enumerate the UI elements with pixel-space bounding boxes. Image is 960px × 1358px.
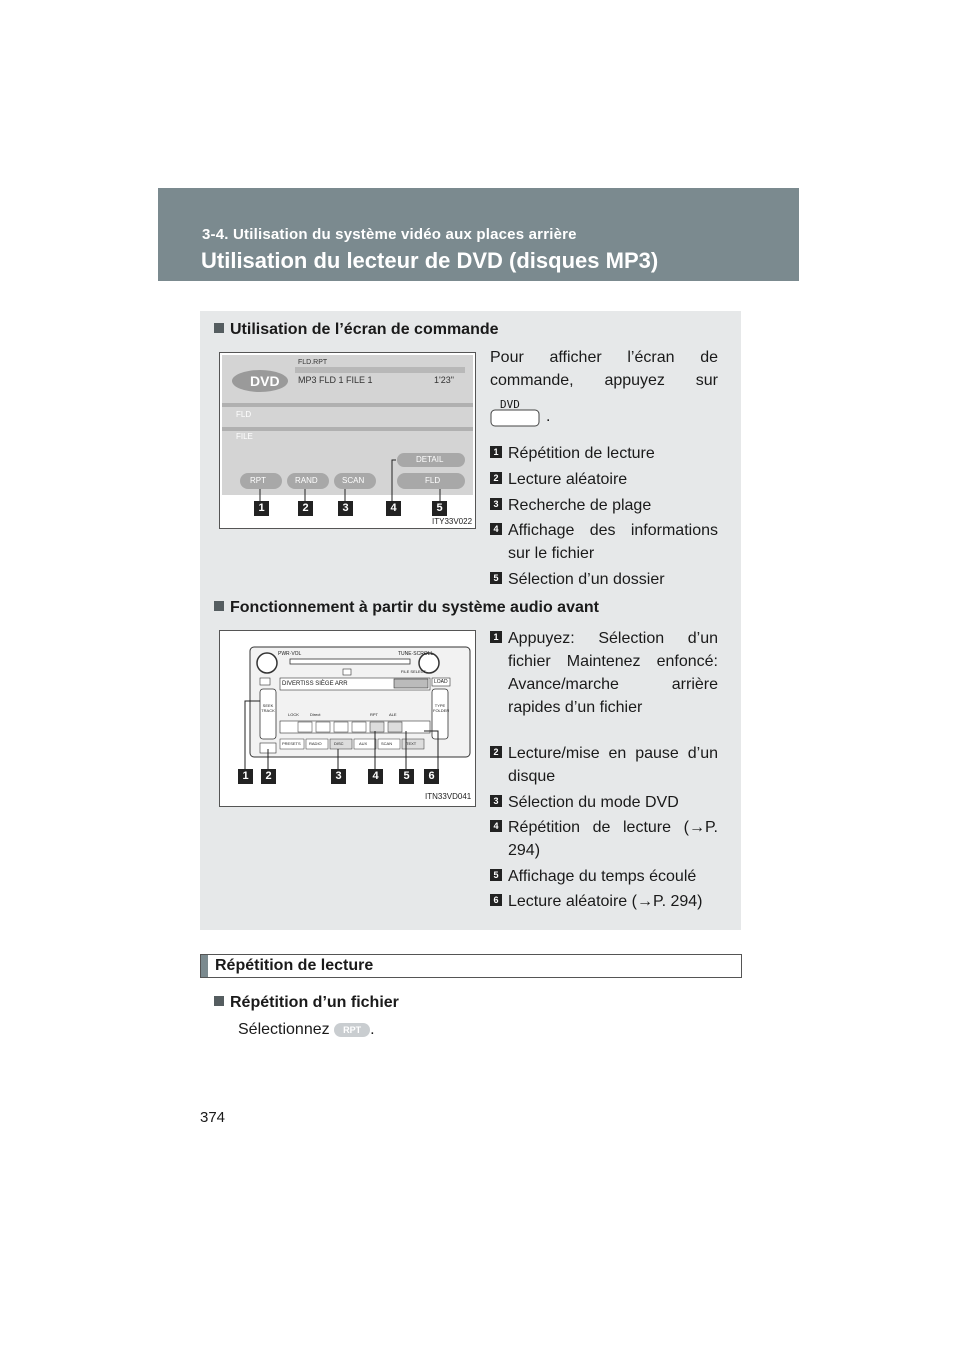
panel-rpt-label: RPT — [370, 712, 378, 717]
section1-item-4 — [490, 519, 718, 565]
callout-1: 1 — [238, 769, 253, 784]
screen-folder-button: FLD — [425, 476, 441, 485]
callout-1: 1 — [254, 501, 269, 516]
section-heading-text: Utilisation de l’écran de commande — [230, 321, 499, 338]
title-bar-accent — [201, 955, 208, 977]
section-heading-front-audio — [214, 599, 599, 617]
panel-tune-label: TUNE·SCROLL — [398, 651, 434, 657]
section1-item-3 — [490, 494, 718, 517]
page-number: 374 — [200, 1109, 226, 1126]
callout-6: 6 — [424, 769, 439, 784]
callout-4: 4 — [386, 501, 401, 516]
image-code: ITY33V022 — [432, 517, 473, 526]
panel-btn-scan: SCAN — [381, 741, 393, 746]
section-title: Répétition de lecture — [215, 957, 374, 974]
panel-btn-disc: DISC — [334, 741, 344, 746]
chapter-header — [158, 188, 799, 281]
number-badge: 2 — [490, 746, 502, 758]
section1-item-2 — [490, 468, 718, 491]
item-text: Affichage du temps écoulé — [508, 868, 697, 885]
panel-btn-aux: AUX — [359, 741, 368, 746]
instruction-end: . — [370, 1021, 375, 1038]
panel-seek-label: SEEK TRACK — [261, 703, 275, 713]
panel-type-label: TYPE FOLDER — [433, 703, 450, 713]
screen-rpt-button: RPT — [250, 476, 266, 485]
panel-rnd-label: ALE — [389, 712, 397, 717]
square-bullet-icon — [214, 323, 224, 333]
item-text: Lecture aléatoire — [508, 471, 628, 488]
callout-2: 2 — [261, 769, 276, 784]
panel-direct-label: Direct — [310, 712, 321, 717]
instruction-text: Sélectionnez — [238, 1021, 330, 1038]
section2-item-6 — [490, 890, 718, 913]
item-text: Sélection du mode DVD — [508, 794, 679, 811]
section2-item-3 — [490, 791, 718, 814]
section2-item-2 — [490, 742, 718, 788]
section-heading-control-screen — [214, 321, 499, 339]
front-audio-image — [219, 630, 476, 807]
number-badge: 3 — [490, 498, 502, 510]
subsection-heading — [214, 994, 399, 1012]
callout-5: 5 — [432, 501, 447, 516]
chapter-subtitle: 3-4. Utilisation du système vidéo aux places arrière — [202, 226, 577, 243]
rpt-button-icon: RPT — [334, 1023, 370, 1037]
dvd-button-label: DVD — [500, 398, 520, 411]
square-bullet-icon — [214, 996, 224, 1006]
screen-scan-button: SCAN — [342, 476, 365, 485]
item-text: Répétition de lecture — [508, 445, 655, 462]
section1-item-5 — [490, 568, 718, 591]
callout-3: 3 — [331, 769, 346, 784]
image-code: ITN33VD041 — [425, 792, 472, 801]
number-badge: 4 — [490, 523, 502, 535]
number-badge: 4 — [490, 820, 502, 832]
item-text: Affichage des informations sur le fichier — [508, 522, 718, 562]
section-heading-text: Fonctionnement à partir du système audio avant — [230, 599, 599, 616]
item-text: Répétition de lecture (→P. 294) — [508, 819, 718, 859]
screen-fld-row: FLD — [236, 410, 252, 419]
number-badge: 5 — [490, 869, 502, 881]
callout-3: 3 — [338, 501, 353, 516]
item-text: Appuyez: Sélection d’un fichier Maintenez enfoncé: Avance/marche arrière rapides d’un fichier — [508, 630, 718, 716]
period: . — [546, 408, 551, 425]
section2-item-5 — [490, 865, 718, 888]
screen-file-row: FILE — [236, 432, 253, 441]
item-text: Lecture aléatoire (→P. 294) — [508, 893, 703, 910]
screen-logo: DVD — [250, 373, 280, 389]
screen-status-label: FLD.RPT — [298, 359, 328, 366]
square-bullet-icon — [214, 601, 224, 611]
screen-status-line: MP3 FLD 1 FILE 1 — [298, 375, 373, 385]
item-text: Recherche de plage — [508, 497, 652, 514]
panel-load-label: LOAD — [434, 679, 448, 685]
panel-btn-radio: RADIO — [309, 741, 322, 746]
section1-intro: Pour afficher l’écran de commande, appuyez sur — [490, 349, 718, 389]
control-screen-image — [219, 352, 476, 529]
number-badge: 5 — [490, 572, 502, 584]
panel-lock-label: LOCK — [288, 712, 299, 717]
screen-detail-button: DETAIL — [416, 455, 444, 464]
panel-btn-text: TEXT — [406, 741, 417, 746]
subsection-heading-text: Répétition d’un fichier — [230, 994, 399, 1011]
section2-item-1 — [490, 627, 718, 719]
page-title: Utilisation du lecteur de DVD (disques MP3) — [201, 248, 659, 273]
section1-item-1 — [490, 442, 718, 465]
section2-item-4 — [490, 816, 718, 862]
screen-time: 1'23" — [434, 375, 454, 385]
number-badge: 2 — [490, 472, 502, 484]
callout-2: 2 — [298, 501, 313, 516]
instruction-line — [238, 1021, 375, 1039]
item-text: Sélection d’un dossier — [508, 571, 665, 588]
number-badge: 6 — [490, 894, 502, 906]
screen-rand-button: RAND — [295, 476, 318, 485]
section-title-bar — [200, 954, 742, 978]
number-badge: 1 — [490, 631, 502, 643]
callout-4: 4 — [368, 769, 383, 784]
panel-display-text: DIVERTISS SIÈGE ARR — [282, 681, 348, 687]
number-badge: 3 — [490, 795, 502, 807]
panel-file-select-label: FILE SELECT — [400, 669, 426, 674]
panel-pwr-label: PWR·VOL — [278, 651, 302, 657]
callout-5: 5 — [399, 769, 414, 784]
number-badge: 1 — [490, 446, 502, 458]
item-text: Lecture/mise en pause d’un disque — [508, 745, 718, 785]
panel-btn-presets: PRESETS — [282, 741, 301, 746]
